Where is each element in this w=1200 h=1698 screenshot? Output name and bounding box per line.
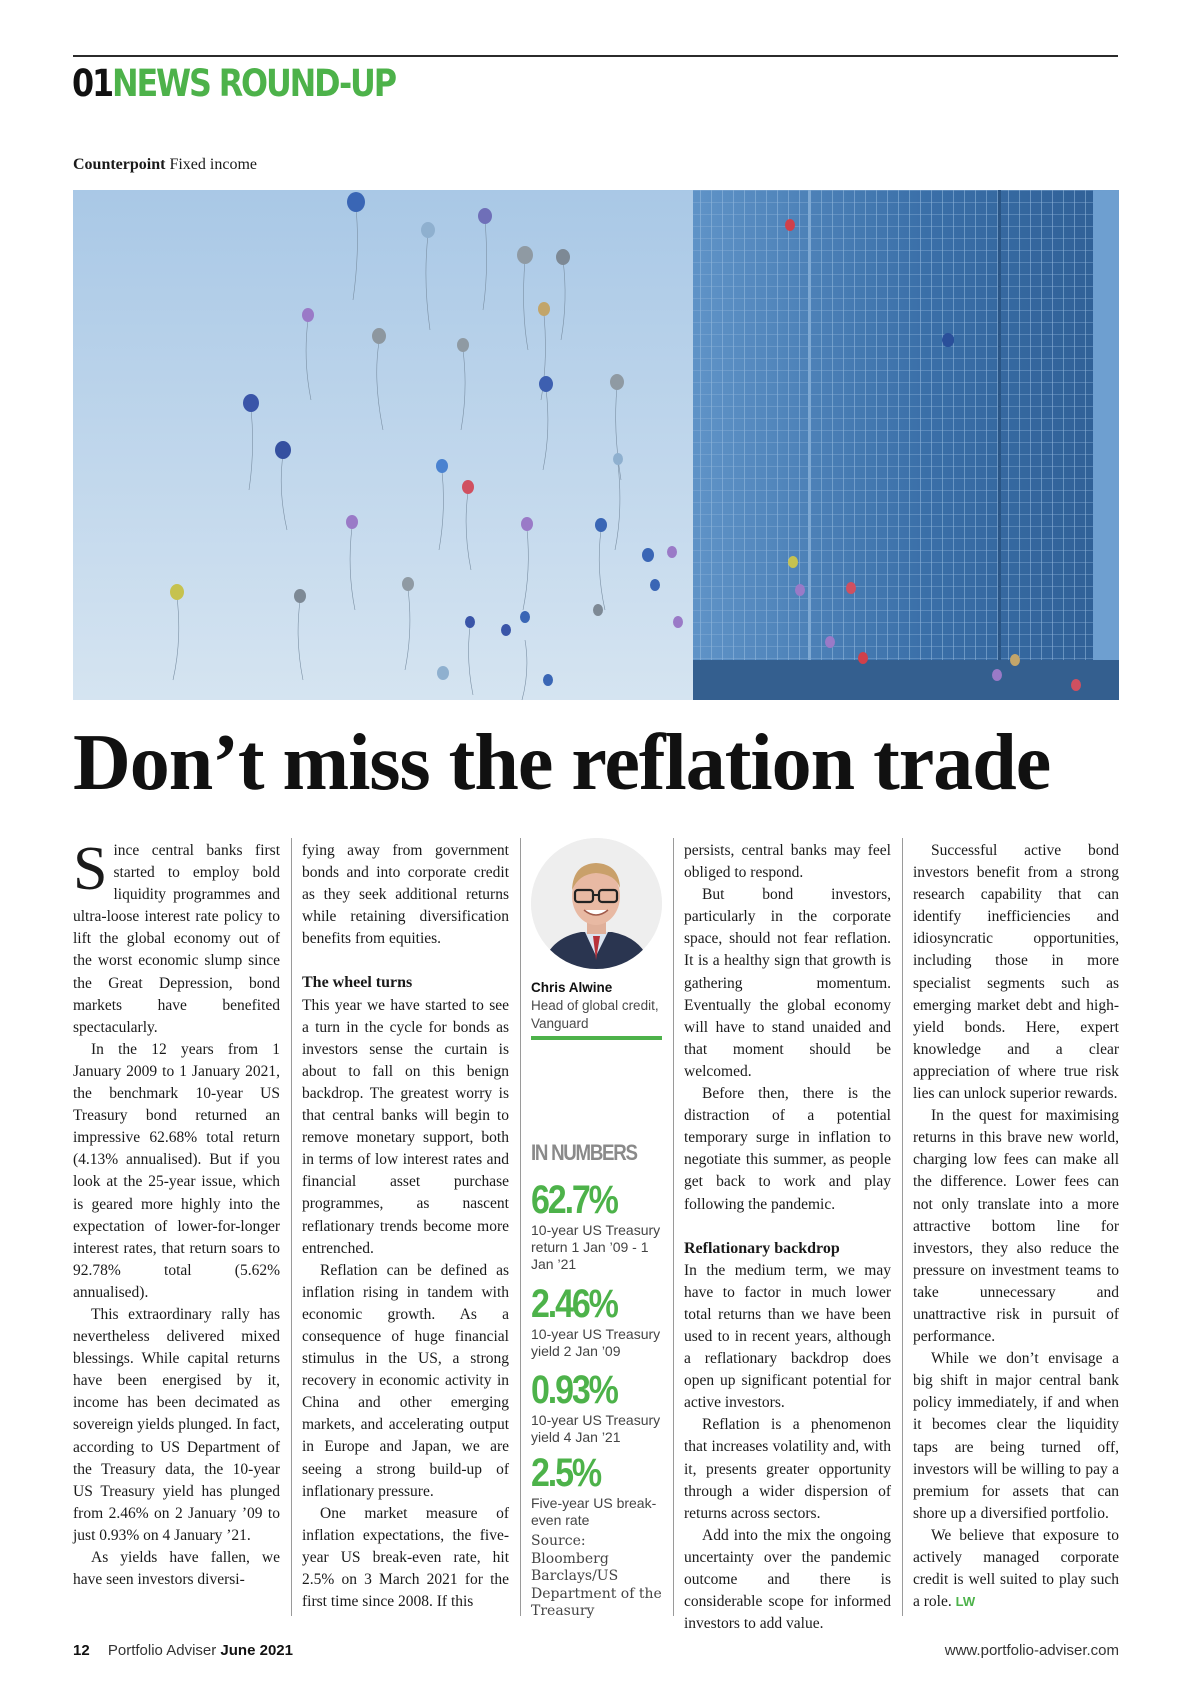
stat-value: 2.5% (531, 1451, 600, 1495)
column-divider (291, 838, 292, 1616)
stat-label: 10-year US Treasury yield 2 Jan ’09 (531, 1326, 661, 1359)
kicker-topic: Fixed income (169, 156, 257, 173)
kicker (73, 154, 257, 176)
publication-name: Portfolio Adviser (107, 1642, 217, 1659)
stat-label: Five-year US break-even rate (531, 1495, 657, 1528)
article-paragraph: In the medium term, we may have to factor in much lower total returns than we have been used to in recent years, although a reflationary backdrop does open up significant potential for active investors. (684, 1261, 891, 1412)
column-divider (520, 838, 521, 1616)
stat-value: 0.93% (531, 1368, 617, 1412)
footer-left (73, 1640, 293, 1662)
drop-cap: S (73, 835, 108, 903)
sidebar-source: Source: Bloomberg Barclays/US Department of the Treasury (531, 1533, 662, 1619)
article-column-5 (913, 840, 1119, 1613)
column-divider (673, 838, 674, 1616)
final-paragraph-text: We believe that exposure to actively managed corporate credit is well suited to play such a role. (913, 1526, 1119, 1611)
article-paragraph: But bond investors, particularly in the corporate space, should not fear reflation. It is a healthy sign that growth is gathering momentum. Eventually the global economy will have to stand unaided and that moment should be welcomed. (684, 886, 891, 1080)
article-paragraph: One market measure of inflation expectations, the five-year US break-even rate, hit 2.5% on 3 March 2021 for the first time since 2008. If this (302, 1504, 509, 1611)
page-footer (73, 1640, 1119, 1662)
headline: Don’t miss the reflation trade (73, 719, 1051, 807)
portrait-image (531, 838, 662, 969)
stat-item (531, 1370, 671, 1446)
author-role: Head of global credit, Vanguard (531, 998, 659, 1031)
article-paragraph: This extraordinary rally has nevertheless delivered mixed blessings. While capital returns have been energised by it, income has been decimated as sovereign yields plunged. In fact, according to US Department of the Treasury data, the 10-year US Treasury yield has plunged from 2.46% on 2 January ’09 to just 0.93% on 4 January ’21. (73, 1305, 280, 1544)
article-paragraph: Reflation can be defined as inflation rising in tandem with economic growth. As a consequence of huge financial stimulus in the US, a strong recovery in economic activity in China and other emerging markets, and accelerating output in Europe and Japan, we are seeing a strong build-up of inflationary pressure. (302, 1261, 509, 1500)
sidebar-divider (531, 1036, 662, 1040)
stat-value: 2.46% (531, 1282, 617, 1326)
subheading-wheel-turns: The wheel turns (302, 974, 413, 992)
author-portrait (531, 838, 662, 969)
kicker-label: Counterpoint (73, 156, 166, 173)
balloons-building-image (73, 190, 1119, 700)
stat-item (531, 1453, 671, 1529)
top-rule (73, 55, 1118, 57)
stat-item (531, 1180, 671, 1273)
article-paragraph: Since central banks first started to employ bold liquidity programmes and ultra-loose interest rate policy to lift the global economy out of the worst economic slump since the Great Depression, bond markets have benefited spectacularly. (73, 835, 280, 1036)
stat-value: 62.7% (531, 1178, 617, 1222)
article-column-4 (684, 840, 891, 1635)
page-number: 12 (73, 1642, 90, 1659)
article-paragraph: persists, central banks may feel obliged to respond. (684, 842, 891, 882)
issue-date: June 2021 (220, 1642, 293, 1659)
article-paragraph: Successful active bond investors benefit from a strong research capability that can identify inefficiencies and idiosyncratic opportunities, including those in more specialist segments such as emerging market debt and high-yield bonds. Here, expert knowledge and a clear appreciation of where true risk lies can unlock superior rewards. (913, 842, 1119, 1103)
article-column-1 (73, 835, 280, 1591)
article-paragraph: In the 12 years from 1 January 2009 to 1 January 2021, the benchmark 10-year US Treasury bond returned an impressive 62.68% total return (4.13% annualised). But if you look at the 25-year issue, which is geared more highly into the expectation of lower-for-longer interest rates, that return soars to 92.78% total (5.62% annualised). (73, 1040, 280, 1301)
article-paragraph: Add into the mix the ongoing uncertainty over the pandemic outcome and there is considerable scope for informed investors to add value. (684, 1526, 891, 1633)
article-paragraph: This year we have started to see a turn in the cycle for bonds as investors sense the curtain is about to fall on this benign backdrop. The greatest worry is that central banks will begin to remove monetary support, both in terms of low interest rates and financial asset purchase programmes, as nascent reflationary trends become more entrenched. (302, 996, 509, 1257)
stat-label: 10-year US Treasury return 1 Jan ’09 - 1 Jan ’21 (531, 1222, 661, 1272)
section-header (72, 60, 395, 108)
hero-photo (73, 190, 1119, 700)
section-title: NEWS ROUND-UP (111, 62, 395, 105)
article-paragraph: As yields have fallen, we have seen investors diversi- (73, 1549, 280, 1589)
stat-item (531, 1284, 671, 1360)
author-name: Chris Alwine (531, 980, 613, 995)
article-column-2 (302, 840, 509, 1613)
article-paragraph: In the quest for maximising returns in this brave new world, charging low fees can make all the difference. Lower fees can not only translate into a more attractive bottom line for investors, they also reduce the pressure on investment teams to take unnecessary and unattractive risk in pursuit of performance. (913, 1107, 1119, 1346)
article-paragraph: Reflation is a phenomenon that increases volatility and, with it, presents greater opportunity through a wider dispersion of returns across sectors. (684, 1416, 891, 1522)
article-paragraph: fying away from government bonds and into corporate credit as they seek additional returns while retaining diversification benefits from equities. (302, 842, 509, 948)
author-initials: LW (955, 1594, 976, 1610)
column-divider (902, 838, 903, 1616)
article-paragraph (913, 1525, 1119, 1613)
in-numbers-title: IN NUMBERS (531, 1140, 637, 1165)
article-paragraph: While we don’t envisage a big shift in major central bank policy immediately, if and when it becomes clear the liquidity taps are being turned off, investors will be willing to pay a premium for assets that can shore up a diversified portfolio. (913, 1350, 1119, 1522)
stat-label: 10-year US Treasury yield 4 Jan ’21 (531, 1412, 661, 1445)
subheading-reflationary-backdrop: Reflationary backdrop (684, 1239, 840, 1257)
website-url: www.portfolio-adviser.com (944, 1642, 1119, 1659)
article-paragraph: Before then, there is the distraction of a potential temporary surge in inflation to negotiate this summer, as people get back to work and play following the pandemic. (684, 1085, 891, 1213)
section-number: 01 (72, 62, 112, 105)
